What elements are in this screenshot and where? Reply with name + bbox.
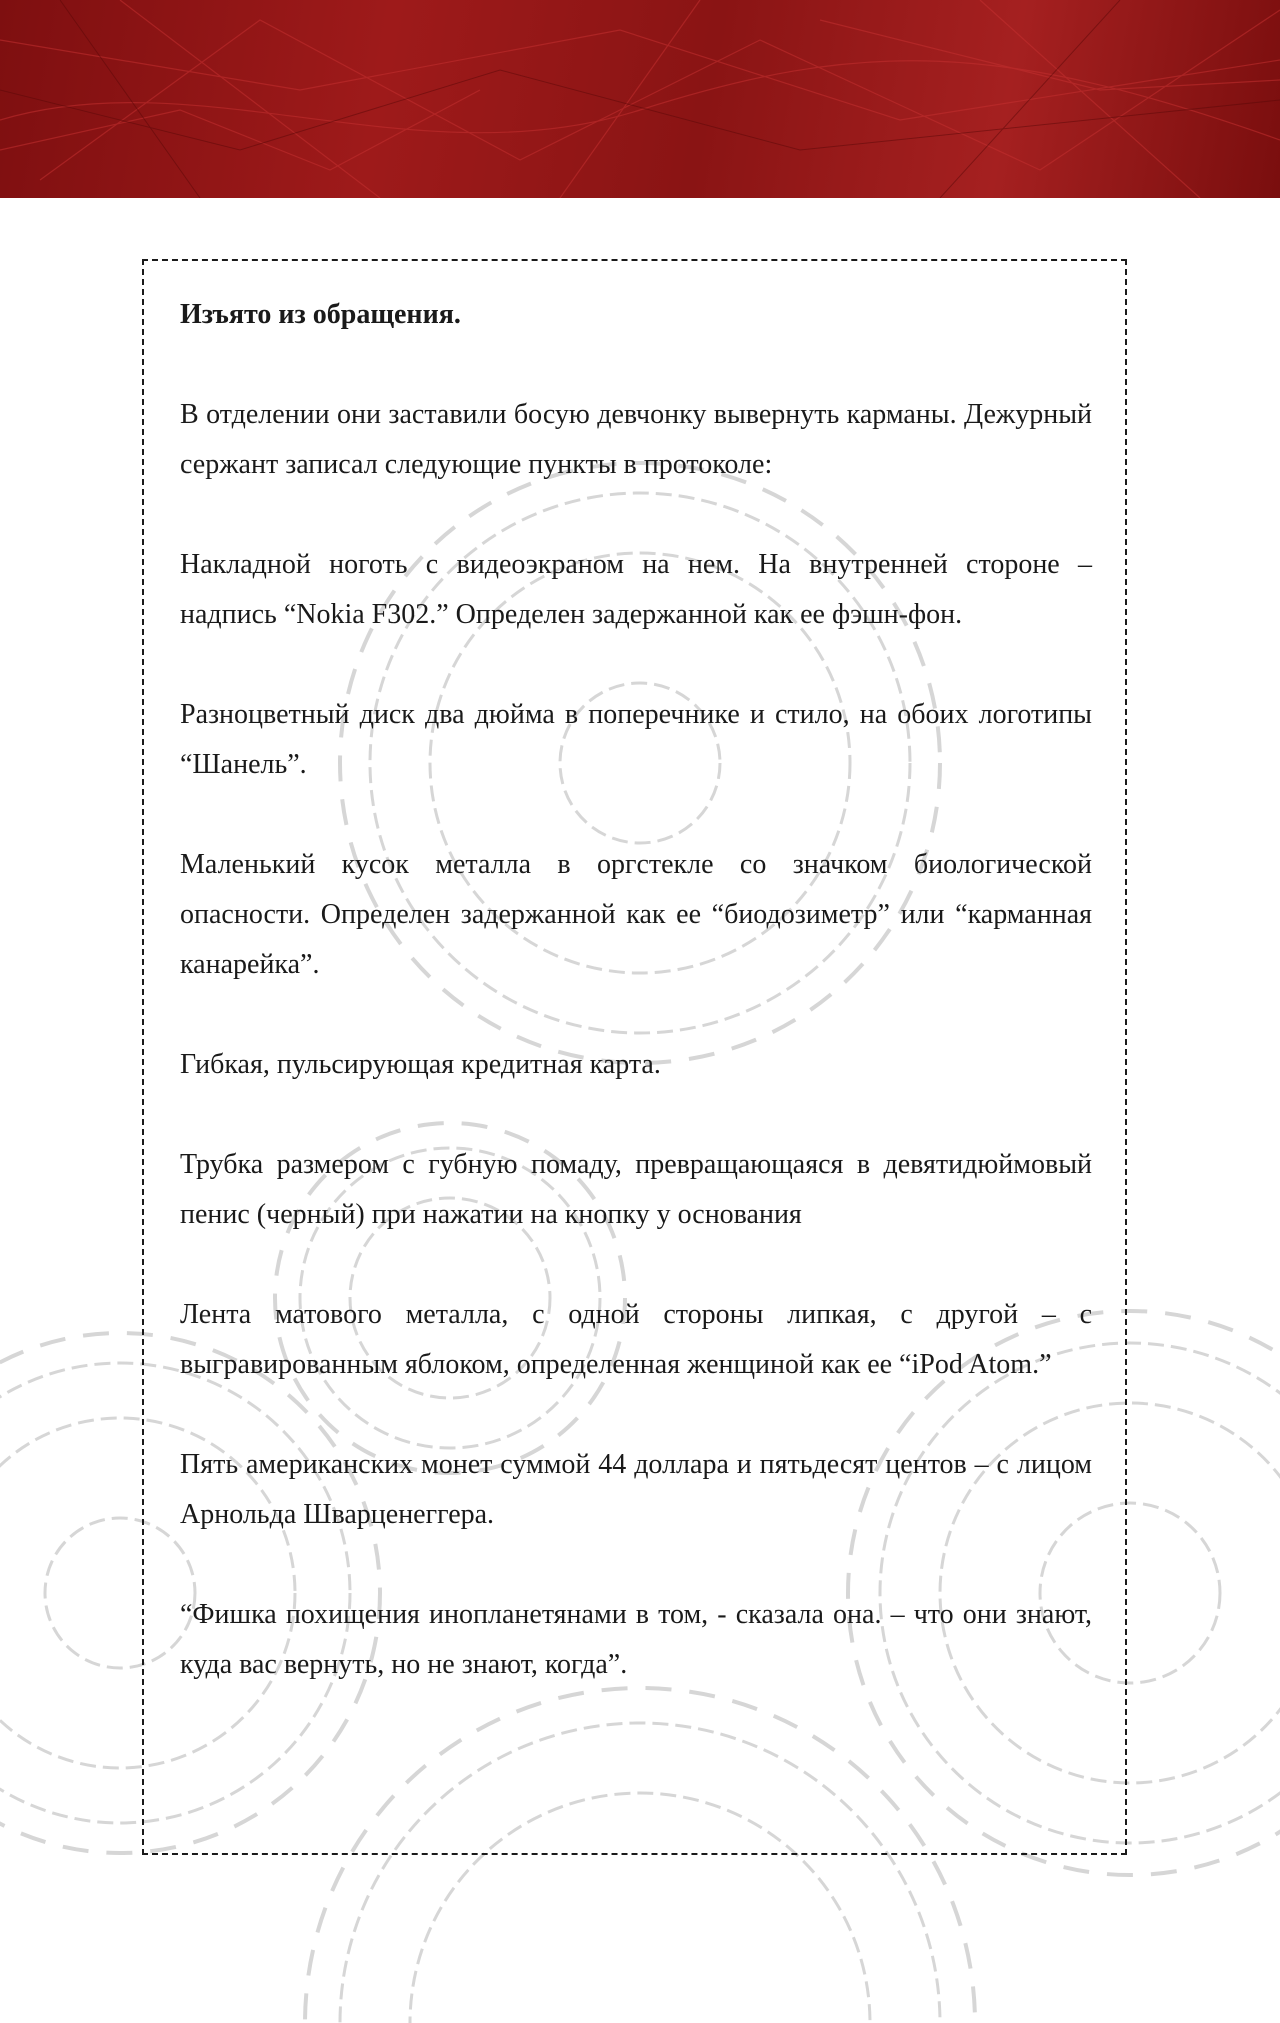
- scratch-texture: [0, 0, 1280, 198]
- paragraph: Маленький кусок металла в оргстекле со значком биологической опасности. Определен задержанной как ее “биодозиметр” или “карманная канарейка”.: [180, 849, 1092, 980]
- top-banner: [0, 0, 1280, 198]
- paragraph: Лента матового металла, с одной стороны липкая, с другой – с выгравированным яблоком, определенная женщиной как ее “iPod Atom.”: [180, 1299, 1092, 1380]
- paragraph: Пять американских монет суммой 44 доллара и пятьдесят центов – с лицом Арнольда Шварценеггера.: [180, 1449, 1092, 1530]
- paragraph: Гибкая, пульсирующая кредитная карта.: [180, 1049, 661, 1080]
- document-title: Изъято из обращения.: [180, 299, 461, 330]
- document-body: [180, 290, 1092, 1740]
- paragraph: “Фишка похищения инопланетянами в том, - сказала она. – что они знают, куда вас вернуть, но не знают, когда”.: [180, 1599, 1092, 1680]
- paragraph: В отделении они заставили босую девчонку вывернуть карманы. Дежурный сержант записал следующие пункты в протоколе:: [180, 399, 1092, 480]
- paragraph: Трубка размером с губную помаду, превращающаяся в девятидюймовый пенис (черный) при нажатии на кнопку у основания: [180, 1149, 1092, 1230]
- paragraph: Накладной ноготь с видеоэкраном на нем. На внутренней стороне – надпись “Nokia F302.” Определен задержанной как ее фэшн-фон.: [180, 549, 1092, 630]
- paragraph: Разноцветный диск два дюйма в поперечнике и стило, на обоих логотипы “Шанель”.: [180, 699, 1092, 780]
